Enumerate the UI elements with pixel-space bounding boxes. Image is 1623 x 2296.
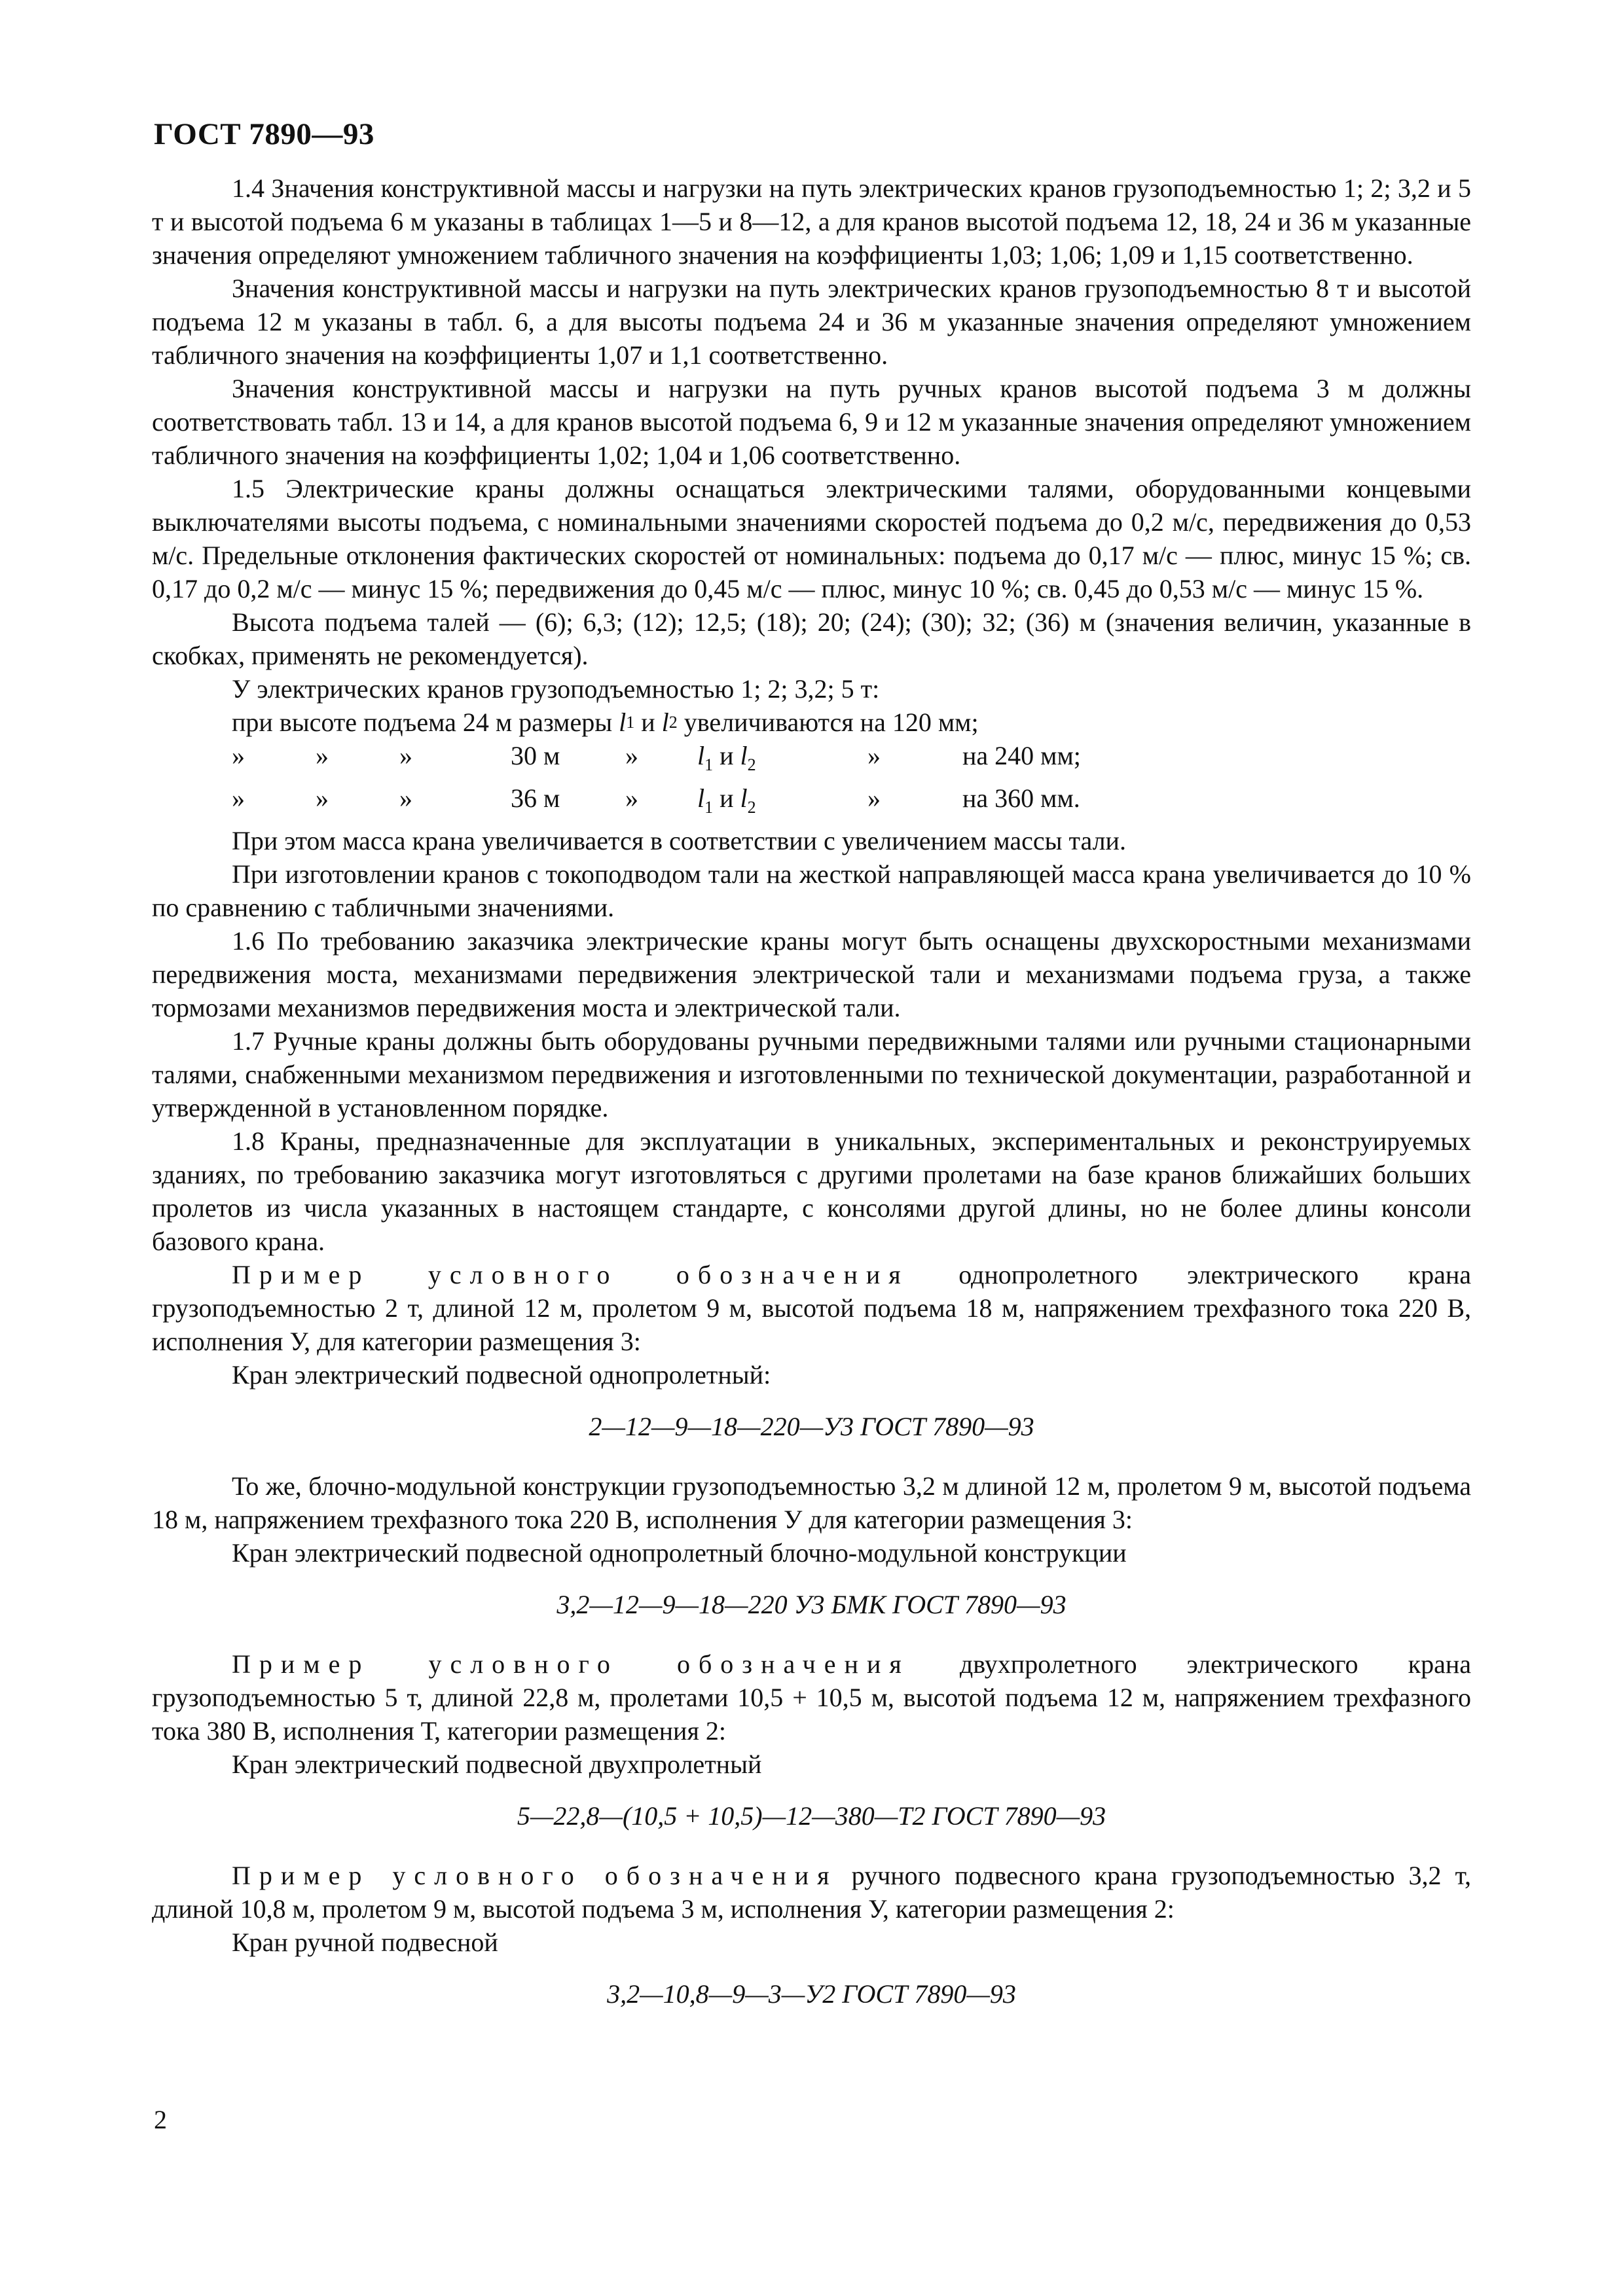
- ditto-mark: »: [316, 783, 329, 813]
- example-3: [152, 1647, 1471, 1748]
- subscript: 1: [704, 755, 714, 774]
- symbol-l: l: [697, 741, 705, 770]
- document-body: [152, 171, 1471, 2037]
- height-value: 36 м: [511, 783, 560, 813]
- ditto-mark: »: [399, 783, 412, 813]
- ditto-mark: »: [232, 741, 245, 770]
- ditto-mark: »: [232, 783, 245, 813]
- hoist-row-36: [152, 781, 1471, 824]
- increase-value: на 240 мм;: [962, 741, 1081, 770]
- paragraph: 1.7 Ручные краны должны быть оборудованы ручными передвижными талями или ручными стационарными талями, снабженными механизмом передвижения и изготовленными по технической документации, разработанной и утвержденной в установленном порядке.: [152, 1026, 1471, 1122]
- paragraph: 1.5 Электрические краны должны оснащаться электрическими талями, оборудованными концевыми выключателями высоты подъема, с номинальными значениями скоростей подъема до 0,2 м/с, передвижения до 0,53 м/с. Предельные отклонения фактических скоростей от номинальных: подъема до 0,17 м/с — плюс, минус 15 %; св. 0,17 до 0,2 м/с — минус 15 %; передвижения до 0,45 м/с — плюс, минус 10 %; св. 0,45 до 0,53 м/с — минус 15 %.: [152, 474, 1471, 603]
- example-caption: Кран электрический подвесной однопролетный:: [232, 1360, 771, 1390]
- text: и: [713, 741, 740, 770]
- page-number: 2: [154, 2105, 167, 2134]
- example-label: Пример условного обозначения: [232, 1260, 909, 1289]
- paragraph: У электрических кранов грузоподъемностью 1; 2; 3,2; 5 т:: [232, 674, 880, 704]
- ditto-mark: »: [625, 783, 638, 813]
- example-label: Пример условного обозначения: [232, 1649, 910, 1679]
- dimensions: [697, 781, 786, 824]
- example-caption: Кран электрический подвесной двухпролетный: [232, 1749, 762, 1779]
- paragraph: 1.4 Значения конструктивной массы и нагрузки на путь электрических кранов грузоподъемностью 1; 2; 3,2 и 5 т и высотой подъема 6 м указаны в таблицах 1—5 и 8—12, а для кранов высотой подъема 12, 18, 24 и 36 м указанные значения определяют умножением табличного значения на коэффициенты 1,03; 1,06; 1,09 и 1,15 соответственно.: [152, 173, 1471, 270]
- designation-formula: 5—22,8—(10,5 + 10,5)—12—380—Т2 ГОСТ 7890—93: [517, 1801, 1106, 1831]
- hoist-row-24: [152, 706, 1471, 739]
- ditto-mark: »: [399, 741, 412, 770]
- example-label: Пример условного обозначения: [232, 1861, 838, 1890]
- designation-formula: 3,2—10,8—9—3—У2 ГОСТ 7890—93: [607, 1979, 1016, 2009]
- dimensions: [697, 739, 786, 781]
- ditto-mark: »: [625, 741, 638, 770]
- paragraph: Значения конструктивной массы и нагрузки на путь ручных кранов высотой подъема 3 м должны соответствовать табл. 13 и 14, а для кранов высотой подъема 6, 9 и 12 м указанные значения определяют умножением табличного значения на коэффициенты 1,02; 1,04 и 1,06 соответственно.: [152, 374, 1471, 470]
- paragraph: При этом масса крана увеличивается в соответствии с увеличением массы тали.: [232, 826, 1126, 855]
- example-1: [152, 1258, 1471, 1358]
- example-caption: Кран ручной подвесной: [232, 1928, 498, 1957]
- ditto-mark: »: [867, 783, 881, 813]
- text: увеличиваются на 120 мм;: [677, 708, 979, 737]
- paragraph: Значения конструктивной массы и нагрузки на путь электрических кранов грузоподъемностью 8 т и высотой подъема 12 м указаны в табл. 6, а для высоты подъема 24 и 36 м указанные значения определяют умножением табличного значения на коэффициенты 1,07 и 1,1 соответственно.: [152, 274, 1471, 370]
- text: и: [713, 783, 740, 813]
- hoist-row-30: [152, 739, 1471, 781]
- symbol-l: l: [697, 783, 705, 813]
- text: и: [634, 708, 662, 737]
- ditto-mark: »: [316, 741, 329, 770]
- example-4: [152, 1859, 1471, 1926]
- subscript: 2: [668, 713, 678, 732]
- paragraph: 1.8 Краны, предназначенные для эксплуатации в уникальных, экспериментальных и реконструируемых зданиях, по требованию заказчика могут изготовляться с другими пролетами на базе кранов ближайших больших пролетов из числа указанных в настоящем стандарте, с консолями другой длины, но не более длины консоли базового крана.: [152, 1126, 1471, 1256]
- subscript: 1: [626, 713, 635, 732]
- height-value: 30 м: [511, 741, 560, 770]
- paragraph: При изготовлении кранов с токоподводом тали на жесткой направляющей масса крана увеличивается до 10 % по сравнению с табличными значениями.: [152, 859, 1471, 922]
- paragraph: Высота подъема талей — (6); 6,3; (12); 12,5; (18); 20; (24); (30); 32; (36) м (значения величин, указанные в скобках, применять не рекомендуется).: [152, 607, 1471, 670]
- designation-formula: 2—12—9—18—220—У3 ГОСТ 7890—93: [589, 1412, 1034, 1441]
- designation-formula: 3,2—12—9—18—220 У3 БМК ГОСТ 7890—93: [556, 1590, 1067, 1619]
- symbol-l: l: [740, 783, 748, 813]
- symbol-l: l: [661, 708, 669, 737]
- example-text: однопролетного электрического крана грузоподъемностью 2 т, длиной 12 м, пролетом 9 м, высотой подъема 18 м, напряжением трехфазного тока 220 В, исполнения У, для категории размещения 3:: [152, 1260, 1471, 1356]
- example-caption: Кран электрический подвесной однопролетный блочно-модульной конструкции: [232, 1538, 1127, 1568]
- paragraph: 1.6 По требованию заказчика электрические краны могут быть оснащены двухскоростными механизмами передвижения моста, механизмами передвижения электрической тали и механизмами подъема груза, а также тормозами механизмов передвижения моста и электрической тали.: [152, 926, 1471, 1022]
- symbol-l: l: [740, 741, 748, 770]
- example-text: двухпролетного электрического крана грузоподъемностью 5 т, длиной 22,8 м, пролетами 10,5 + 10,5 м, высотой подъема 12 м, напряжением трехфазного тока 380 В, исполнения Т, категории размещения 2:: [152, 1649, 1471, 1746]
- subscript: 2: [747, 798, 756, 817]
- increase-value: на 360 мм.: [962, 783, 1080, 813]
- page-header: ГОСТ 7890—93: [154, 117, 374, 151]
- subscript: 1: [704, 798, 714, 817]
- example-text: ручного подвесного крана грузоподъемностью 3,2 т, длиной 10,8 м, пролетом 9 м, высотой подъема 3 м, исполнения У, категории размещения 2:: [152, 1861, 1471, 1924]
- text: при высоте подъема 24 м размеры: [232, 708, 619, 737]
- example-2: То же, блочно-модульной конструкции грузоподъемностью 3,2 м длиной 12 м, пролетом 9 м, высотой подъема 18 м, напряжением трехфазного тока 220 В, исполнения У для категории размещения 3:: [152, 1471, 1471, 1534]
- symbol-l: l: [619, 708, 627, 737]
- ditto-mark: »: [867, 741, 881, 770]
- subscript: 2: [747, 755, 756, 774]
